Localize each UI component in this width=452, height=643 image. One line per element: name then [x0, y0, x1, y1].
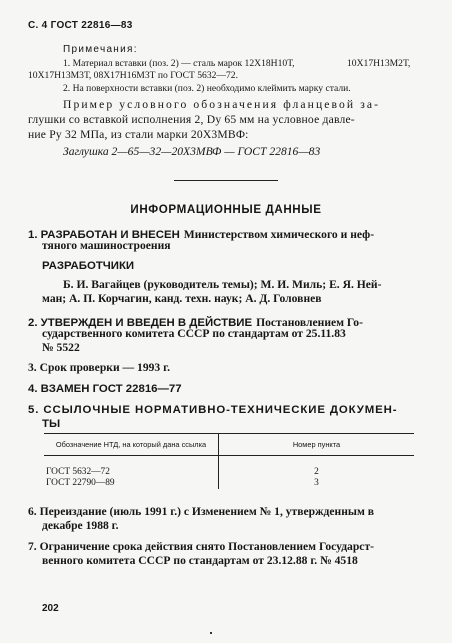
table-cell-item: 2: [314, 467, 319, 477]
section-3: 3. Срок проверки — 1993 г.: [28, 361, 170, 374]
table-header-doc: Обозначение НТД, на который дана ссылка: [44, 434, 219, 456]
page-number: 202: [42, 603, 59, 614]
info-title: ИНФОРМАЦИОННЫЕ ДАННЫЕ: [130, 203, 322, 216]
section-1-rest: Министерством химического и неф-: [183, 228, 375, 241]
separator-rule: [174, 180, 278, 181]
table-cell-item: 3: [314, 478, 319, 488]
table-row: [44, 478, 414, 489]
section-5-line-1: 5. ССЫЛОЧНЫЕ НОРМАТИВНО-ТЕХНИЧЕСКИЕ ДОКУМЕН-: [28, 404, 398, 416]
developers-title: РАЗРАБОТЧИКИ: [42, 260, 135, 272]
section-5-line-2: ТЫ: [42, 418, 61, 430]
section-2-line-3: № 5522: [42, 341, 80, 354]
section-2-rest: Постановлением Го-: [256, 316, 363, 329]
notes-title: Примечания:: [63, 44, 138, 55]
section-7-line-1: 7. Ограничение срока действия снято Постановлением Государст-: [28, 540, 375, 553]
section-2-line-2: сударственного комитета СССР по стандартам от 25.11.83: [42, 327, 346, 340]
table-header-item: Номер пункта: [219, 434, 415, 456]
note-2: 2. На поверхности вставки (поз. 2) необходимо клеймить марку стали.: [63, 83, 351, 94]
table-row: [44, 467, 414, 478]
section-6-line-2: декабре 1988 г.: [42, 519, 119, 532]
note-1-line-1: 1. Материал вставки (поз. 2) — сталь марок 12Х18Н10Т,: [63, 58, 295, 69]
note-1-line-2: 10Х17Н13М3Т, 08Х17Н16М3Т по ГОСТ 5632—72.: [28, 70, 238, 81]
example-line-2: глушки со вставкой исполнения 2, Dy 65 мм на условное давле-: [28, 113, 355, 126]
section-7-line-2: венного комитета СССР по стандартам от 23.12.88 г. № 4518: [42, 554, 358, 567]
page-header: С. 4 ГОСТ 22816—83: [28, 20, 133, 31]
section-4: 4. ВЗАМЕН ГОСТ 22816—77: [28, 383, 182, 395]
table-header-row: [44, 434, 414, 456]
example-line-1: Пример условного обозначения фланцевой за-: [63, 98, 381, 111]
section-2-head: 2. УТВЕРЖДЕН И ВВЕДЕН В ДЕЙСТВИЕ: [28, 317, 253, 329]
print-speck: [210, 632, 212, 634]
section-1-head: 1. РАЗРАБОТАН И ВНЕСЕН: [28, 229, 180, 241]
developers-line-1: Б. И. Вагайцев (руководитель темы); М. И. Миль; Е. Я. Ней-: [63, 278, 382, 291]
developers-line-2: ман; А. П. Корчагин, канд. техн. наук; А. Д. Головнев: [42, 292, 322, 305]
table-spacer-row: [44, 456, 414, 468]
table-cell-doc: ГОСТ 22790—89: [44, 478, 219, 489]
section-1-line-2: тяного машиностроения: [42, 239, 171, 252]
example-line-3: ние Py 32 МПа, из стали марки 20Х3МВФ:: [28, 128, 249, 141]
example-designation: Заглушка 2—65—32—20Х3МВФ — ГОСТ 22816—83: [63, 145, 321, 158]
table-cell-doc: ГОСТ 5632—72: [44, 467, 219, 478]
note-1-line-1-cont: 10Х17Н13М2Т,: [347, 58, 411, 69]
reference-documents-table: [44, 433, 414, 489]
section-6-line-1: 6. Переиздание (июль 1991 г.) с Изменением № 1, утвержденным в: [28, 505, 374, 518]
